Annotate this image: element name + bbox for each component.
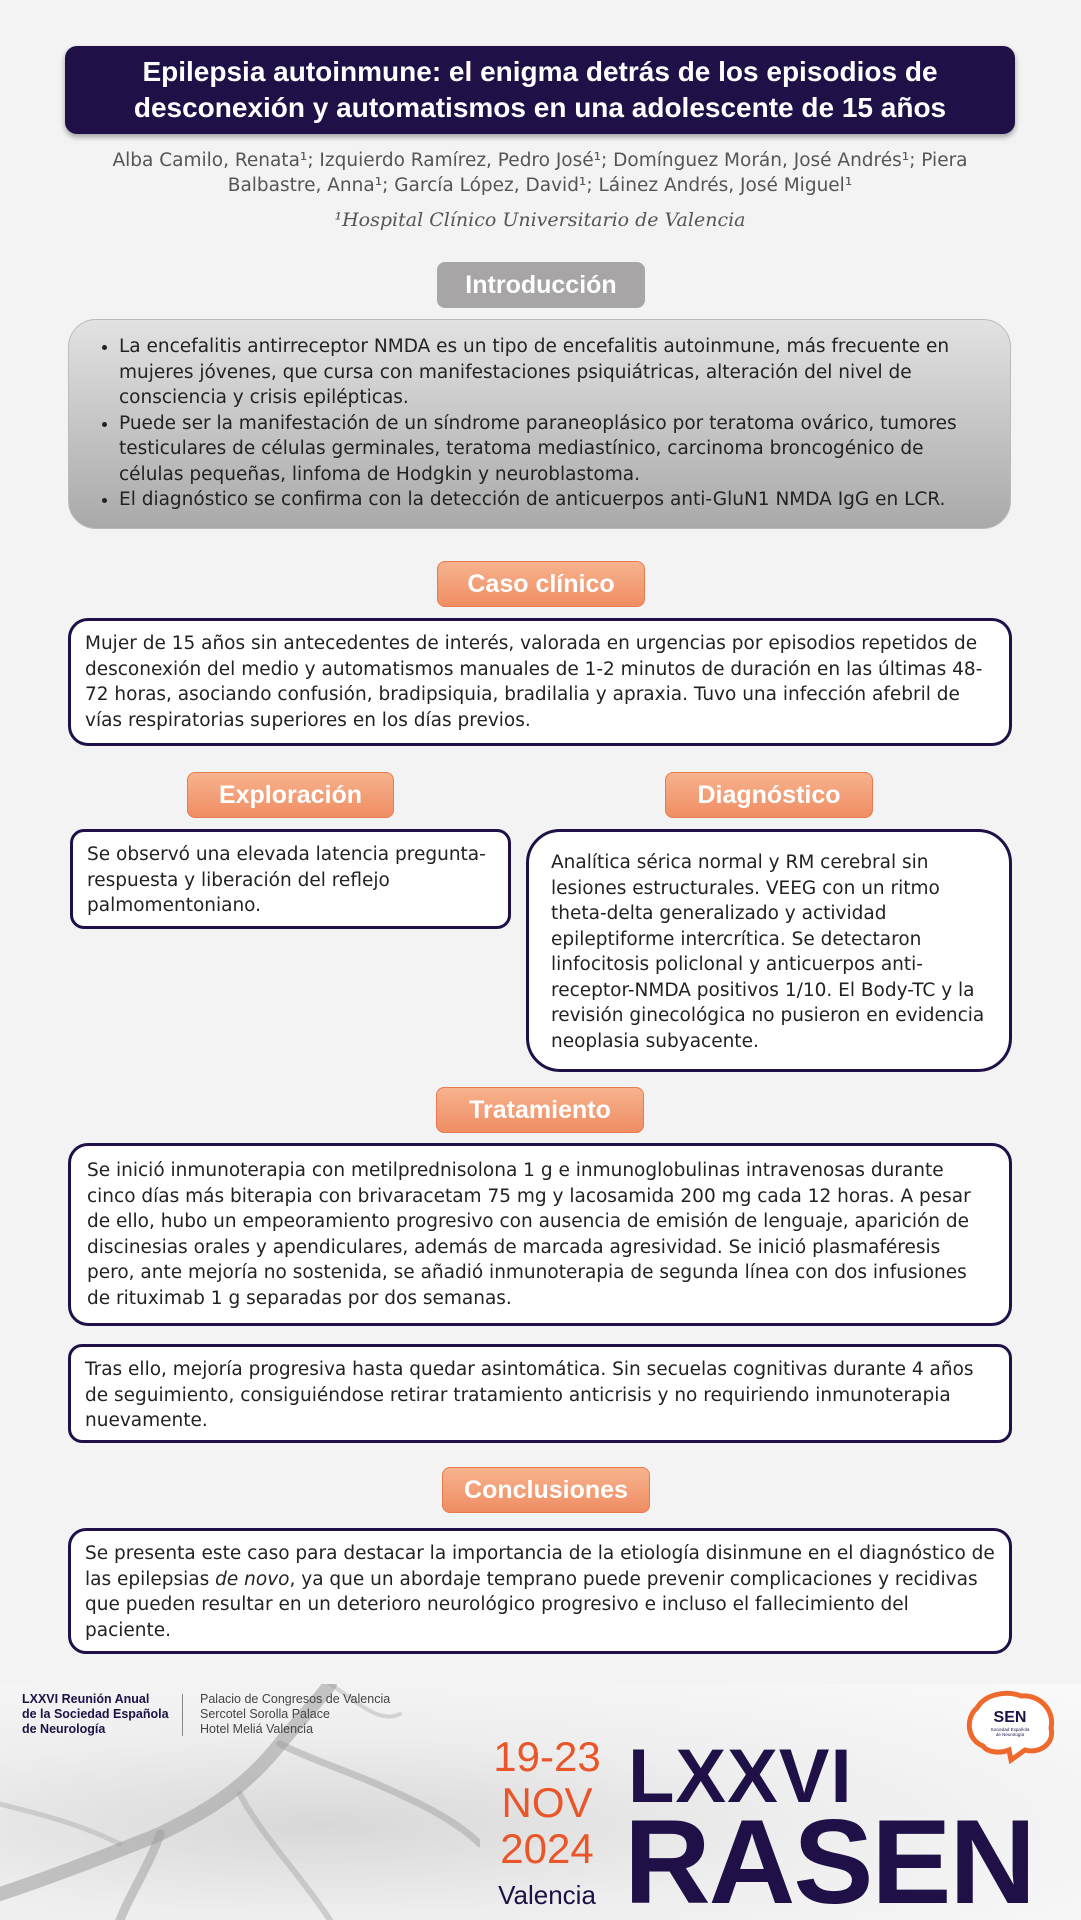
date-year: 2024 <box>500 1825 594 1872</box>
congress-banner <box>0 1684 1081 1920</box>
introduccion-bullet-3: • El diagnóstico se confirma con la detección de anticuerpos anti-GluN1 NMDA IgG en LCR. <box>119 487 990 513</box>
caso-clinico-text: Mujer de 15 años sin antecedentes de interés, valorada en urgencias por episodios repetidos de desconexión del medio y automatismos manuales de 1-2 minutos de duración en las últimas 48-72 horas, asociando confusión, bradipsiquia, bradilalia y apraxia. Tuvo una infección afebril de vías respiratorias superiores en los días previos. <box>85 633 983 731</box>
introduccion-list <box>89 334 990 513</box>
event-name: RASEN <box>624 1795 1035 1920</box>
section-heading-tratamiento: Tratamiento <box>436 1087 644 1133</box>
org-line-3: de Neurología <box>22 1722 106 1736</box>
exploracion-box <box>70 829 511 929</box>
tratamiento-box-2 <box>68 1344 1012 1443</box>
conclusiones-text-italic: de novo <box>215 1568 290 1590</box>
congress-org-name <box>22 1692 182 1737</box>
org-line-1: LXXVI Reunión Anual <box>22 1692 150 1706</box>
introduccion-box <box>68 319 1011 529</box>
conclusiones-text-1: Se presenta este caso para destacar la importancia de la etiología disinmune en el diagnóstico de las epilepsias <box>85 1543 995 1590</box>
footer-divider <box>182 1694 183 1736</box>
tratamiento-text-2: Tras ello, mejoría progresiva hasta quedar asintomática. Sin secuelas cognitivas durante 4 años de seguimiento, consiguiéndose retirar tratamiento anticrisis y no requiriendo inmunoterapia nuevamente. <box>85 1359 974 1431</box>
authors-line-1: Alba Camilo, Renata¹; Izquierdo Ramírez, Pedro José¹; Domínguez Morán, José Andrés¹; Piera <box>112 150 968 171</box>
section-heading-caso-clinico: Caso clínico <box>437 561 645 607</box>
congress-venues <box>200 1692 430 1737</box>
introduccion-bullet-2: • Puede ser la manifestación de un síndrome paraneoplásico por teratoma ovárico, tumores testiculares de células germinales, teratoma mediastínico, carcinoma broncogénico de células pequeñas, linfoma de Hodgkin y neuroblastoma. <box>119 411 990 488</box>
caso-clinico-box <box>68 618 1012 746</box>
date-month: NOV <box>501 1779 593 1826</box>
tratamiento-box-1 <box>68 1143 1012 1326</box>
conclusiones-box <box>68 1528 1012 1654</box>
authors <box>80 148 1000 198</box>
sen-logo-text: SEN <box>993 1709 1027 1726</box>
date-days: 19-23 <box>493 1733 601 1780</box>
section-heading-diagnostico: Diagnóstico <box>665 772 873 818</box>
venue-line-1: Palacio de Congresos de Valencia <box>200 1692 391 1706</box>
congress-city: Valencia <box>498 1880 596 1910</box>
section-heading-conclusiones: Conclusiones <box>442 1467 650 1513</box>
exploracion-text: Se observó una elevada latencia pregunta-respuesta y liberación del reflejo palmomentoniano. <box>87 844 486 916</box>
section-heading-introduccion: Introducción <box>437 262 645 308</box>
venue-line-3: Hotel Meliá Valencia <box>200 1722 314 1736</box>
title-line-1: Epilepsia autoinmune: el enigma detrás de los episodios de <box>142 56 938 87</box>
sen-logo-sub-2: de Neurología <box>995 1732 1025 1737</box>
title-line-2: desconexión y automatismos en una adolescente de 15 años <box>133 92 947 123</box>
tratamiento-text-1: Se inició inmunoterapia con metilprednisolona 1 g e inmunoglobulinas intravenosas durante cinco días más biterapia con brivaracetam 75 mg y lacosamida 200 mg cada 12 horas. A pesar de ello, hubo un empeoramiento progresivo con ausencia de emisión de lenguaje, aparición de discinesias orales y apendiculares, además de marcada agresividad. Se inició plasmaféresis pero, ante mejoría no sostenida, se añadió inmunoterapia de segunda línea con dos infusiones de rituximab 1 g separadas por dos semanas. <box>87 1160 971 1309</box>
congress-dates <box>482 1734 612 1872</box>
venue-line-2: Sercotel Sorolla Palace <box>200 1707 330 1721</box>
conclusiones-text-2: , ya que un abordaje temprano puede prevenir complicaciones y recidivas que pueden resultar en un deterioro neurológico progresivo e incluso el fallecimiento del paciente. <box>85 1568 978 1641</box>
section-heading-exploracion: Exploración <box>187 772 394 818</box>
org-line-2: de la Sociedad Española <box>22 1707 169 1721</box>
diagnostico-text: Analítica sérica normal y RM cerebral sin lesiones estructurales. VEEG con un ritmo theta-delta generalizado y actividad epileptiforme intercrítica. Se detectaron linfocitosis policlonal y anticuerpos anti-receptor-NMDA positivos 1/10. El Body-TC y la revisión ginecológica no pusieron en evidencia neoplasia subyacente. <box>551 852 985 1052</box>
introduccion-bullet-1: • La encefalitis antirreceptor NMDA es un tipo de encefalitis autoinmune, más frecuente en mujeres jóvenes, que cursa con manifestaciones psiquiátricas, alteración del nivel de consciencia y crisis epilépticas. <box>119 334 990 411</box>
sen-logo-sub-1: Sociedad Española <box>990 1727 1030 1732</box>
sen-logo-icon <box>963 1688 1058 1766</box>
poster-title <box>65 46 1015 134</box>
event-number: LXXVI <box>628 1734 853 1819</box>
affiliation: ¹Hospital Clínico Universitario de Valencia <box>334 209 746 231</box>
diagnostico-box <box>526 829 1012 1072</box>
authors-line-2: Balbastre, Anna¹; García López, David¹; Láinez Andrés, José Miguel¹ <box>227 175 853 196</box>
